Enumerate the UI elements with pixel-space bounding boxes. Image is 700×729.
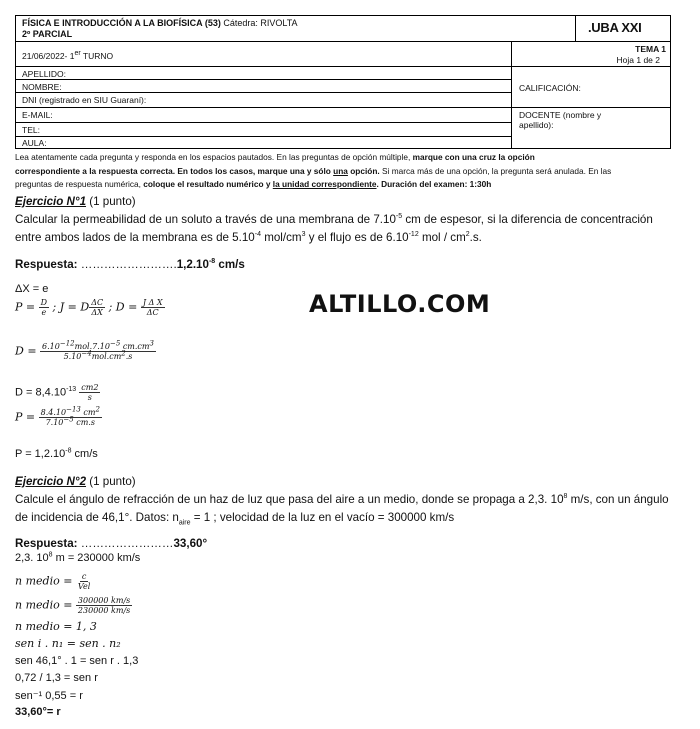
ex1-p-calc: P = $\frac{8.4.10^{-13} cm^2}{7.10^{-5} cm.s}$ [15,405,100,427]
ex2-statement: Calcule el ángulo de refracción de un haz de luz que pasa del aire a un medio, donde se propaga a 2,3. $10^8$ m/s, con un ángulo de incidencia de 46,1°. Datos: $n_{aire} = 1$ ; velocidad de la luz en el vacío = 300000 km/s [15,493,669,527]
nombre-field[interactable]: NOMBRE: [22,82,62,92]
ex2-answer: Respuesta: ……………………33,60° [15,537,208,550]
ex2-work-8: sen⁻¹ 0,55 = r [15,690,83,702]
email-field[interactable]: E-MAIL: [22,110,53,120]
ex2-work-4: n medio = 1, 3 [15,620,97,633]
tema-label: TEMA 1 [635,44,666,54]
ex2-heading: Ejercicio N°2 (1 punto) [15,475,136,488]
aula-field[interactable]: AULA: [22,138,47,148]
instructions: Lea atentamente cada pregunta y responda en los espacios pautados. En las preguntas de opción múltiple, marque con una cruz la opción correspondiente a la respuesta correcta. En todos los casos, marque una y sólo una opción. Si marca más de una opción, la pregunta será anulada. En las preguntas de respuesta numérica, coloque el resultado numérico y la unidad correspondiente. Duración del examen: 1:30h [15,152,612,190]
ex1-statement: Calcular la permeabilidad de un soluto a través de una membrana de $7.10^{-5}$ cm de espesor, si la diferencia de concentración entre ambos lados de la membrana es de $5.10^{-4}$ mol/$cm^3$ y el flujo es de $6.10^{-12}$ mol / $cm^2.s$. [15,213,653,244]
uba-logo: .UBA XXI [588,20,642,35]
ex1-d-calc: D = $\frac{6.10^{-12}mol.7.10^{-5} cm.cm^3}{5.10^{-4}mol.cm^2.s}$ [15,339,154,361]
ex1-p-result: $P = 1,2.10^{-8}$ cm/s [15,447,98,460]
ex2-work-1: 2,3. $10^8$ m = 230000 km/s [15,551,141,564]
ex1-formulas: P = $\frac{D}{e}$ ; J = D $\frac{\Delta C}{\Delta X}$ ; D = $\frac{\text{J Δ X}}{\Delta C}$ [15,298,163,317]
exam-date: 21/06/2022- 1er TURNO [22,50,114,61]
docente-field[interactable]: DOCENTE (nombre y apellido): [519,110,602,130]
ex1-d-result: $D = 8,4.10^{-13}$ $\frac{cm2}{s}$ [15,383,99,402]
ex2-work-3: n medio = $\frac{300000 km/s}{230000 km/s}$ [15,596,131,615]
ex2-work-5: sen i . n₁ = sen . n₂ [15,637,121,650]
ex2-work-6: sen 46,1° . 1 = sen r . 1,3 [15,655,139,667]
ex1-dx: ΔX = e [15,283,49,295]
header-table [15,15,671,149]
exam-title: 2º PARCIAL [22,29,73,39]
apellido-field[interactable]: APELLIDO: [22,69,66,79]
tel-field[interactable]: TEL: [22,125,40,135]
hoja-label: Hoja 1 de 2 [616,55,660,65]
dni-field[interactable]: DNI (registrado en SIU Guaraní): [22,95,147,105]
ex2-work-9: 33,60°= r [15,706,61,718]
calificacion-field[interactable]: CALIFICACIÓN: [519,83,581,93]
ex2-work-2: n medio = $\frac{c}{\text{Vel}}$ [15,572,91,591]
ex1-answer: Respuesta: $\dots\dots\dots\dots\dots\dots\dots\dots.1,2.10^{-8}$ cm/s [15,258,245,271]
ex2-work-7: 0,72 / 1,3 = sen r [15,672,98,684]
course-title: FÍSICA E INTRODUCCIÓN A LA BIOFÍSICA (53) Cátedra: RIVOLTA [22,18,298,28]
ex1-heading: Ejercicio N°1 (1 punto) [15,195,136,208]
watermark-text: ALTILLO.COM [309,290,491,318]
